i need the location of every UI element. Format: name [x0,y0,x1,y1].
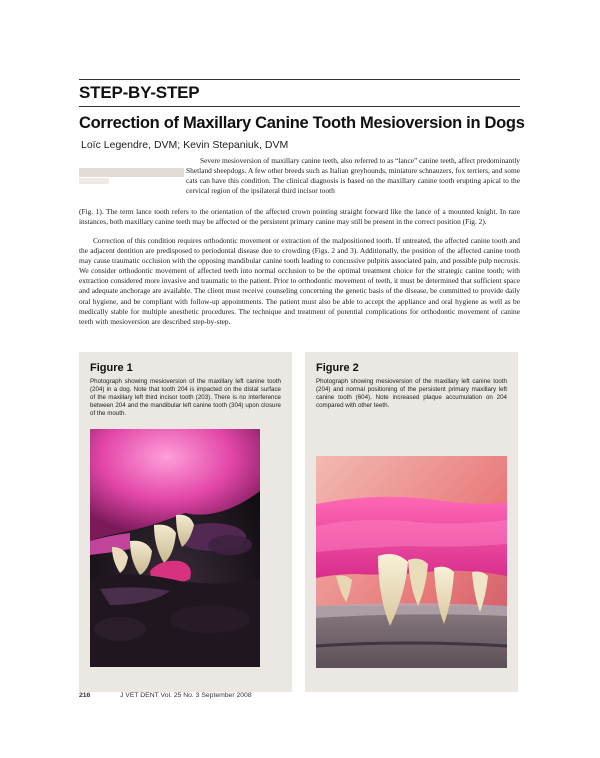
decorative-bar [79,168,184,177]
treatment-paragraph: Correction of this condition requires orthodontic movement or extraction of the malpositioned tooth. If untreated, the affected canine tooth and the adjacent dentition are predisposed to periodontal disease due to crowding (Figs. 2 and 3). Additionally, the position of the affected canine tooth may cause traumatic occlusion with the opposing mandibular canine tooth leading to concussive pulpitis associated pain, and possible pulp necrosis. We consider orthodontic movement of affected teeth into normal occlusion to be the optimal treatment choice for the strategic canine tooth; with extraction considered more invasive and traumatic to the patient. Prior to orthodontic movement of teeth, it must be determined that sufficient space and adequate anchorage are available. The client must receive counseling concerning the genetic basis of the disease, be committed to provide daily oral hygiene, and be compliant with follow-up appointments. The patient must also be able to accept the appliance and oral hygiene as well as be medically stable for multiple anesthetic procedures. The technique and treatment of potential complications for orthodontic movement of canine teeth with mesioversion are described step-by-step. [79,236,520,326]
top-rule [79,79,520,80]
figure-1-box [79,352,292,692]
decorative-bar-small [79,178,109,184]
figure-2-box [305,352,518,692]
figure-2-title: Figure 2 [316,362,359,374]
section-label: STEP-BY-STEP [79,83,200,102]
journal-citation: J VET DENT Vol. 25 No. 3 September 2008 [120,692,252,699]
intro-paragraph: Severe mesioversion of maxillary canine teeth, also referred to as “lance” canine teeth, affect predominantly Shetland sheepdogs. A few other breeds such as Italian greyhounds, miniature schnauzers, fox terriers, and some cats can have this condition. The clinical diagnosis is based on the maxillary canine tooth erupting apical to the cervical region of the ipsilateral third incisor tooth [186,156,520,196]
section-rule [79,106,520,107]
page-number: 216 [79,692,91,699]
figure-2-caption: Photograph showing mesioversion of the maxillary left canine tooth (204) and normal positioning of the persistent primary maxillary left canine tooth (604). Note increased plaque accumulation on 204 compared with other teeth. [316,378,507,409]
figure-2-photo [316,456,507,668]
article-authors: Loïc Legendre, DVM; Kevin Stepaniuk, DVM [81,139,289,151]
figure-1-photo [90,429,260,667]
article-title: Correction of Maxillary Canine Tooth Mesioversion in Dogs [79,114,525,132]
figure-1-title: Figure 1 [90,362,133,374]
figure-1-caption: Photograph showing mesioversion of the maxillary left canine tooth (204) in a dog. Note that tooth 204 is impacted on the distal surface of the maxillary left third incisor tooth (203). There is no interference between 204 and the mandibular left canine tooth (304) upon closure of the mouth. [90,378,281,417]
intro-paragraph-continued: (Fig. 1). The term lance tooth refers to the orientation of the affected crown pointing straight forward like the lance of a mounted knight. In rare instances, both maxillary canine teeth may be affected or the persistent primary canine may still be present in the correct position (Fig. 2). [79,207,520,227]
